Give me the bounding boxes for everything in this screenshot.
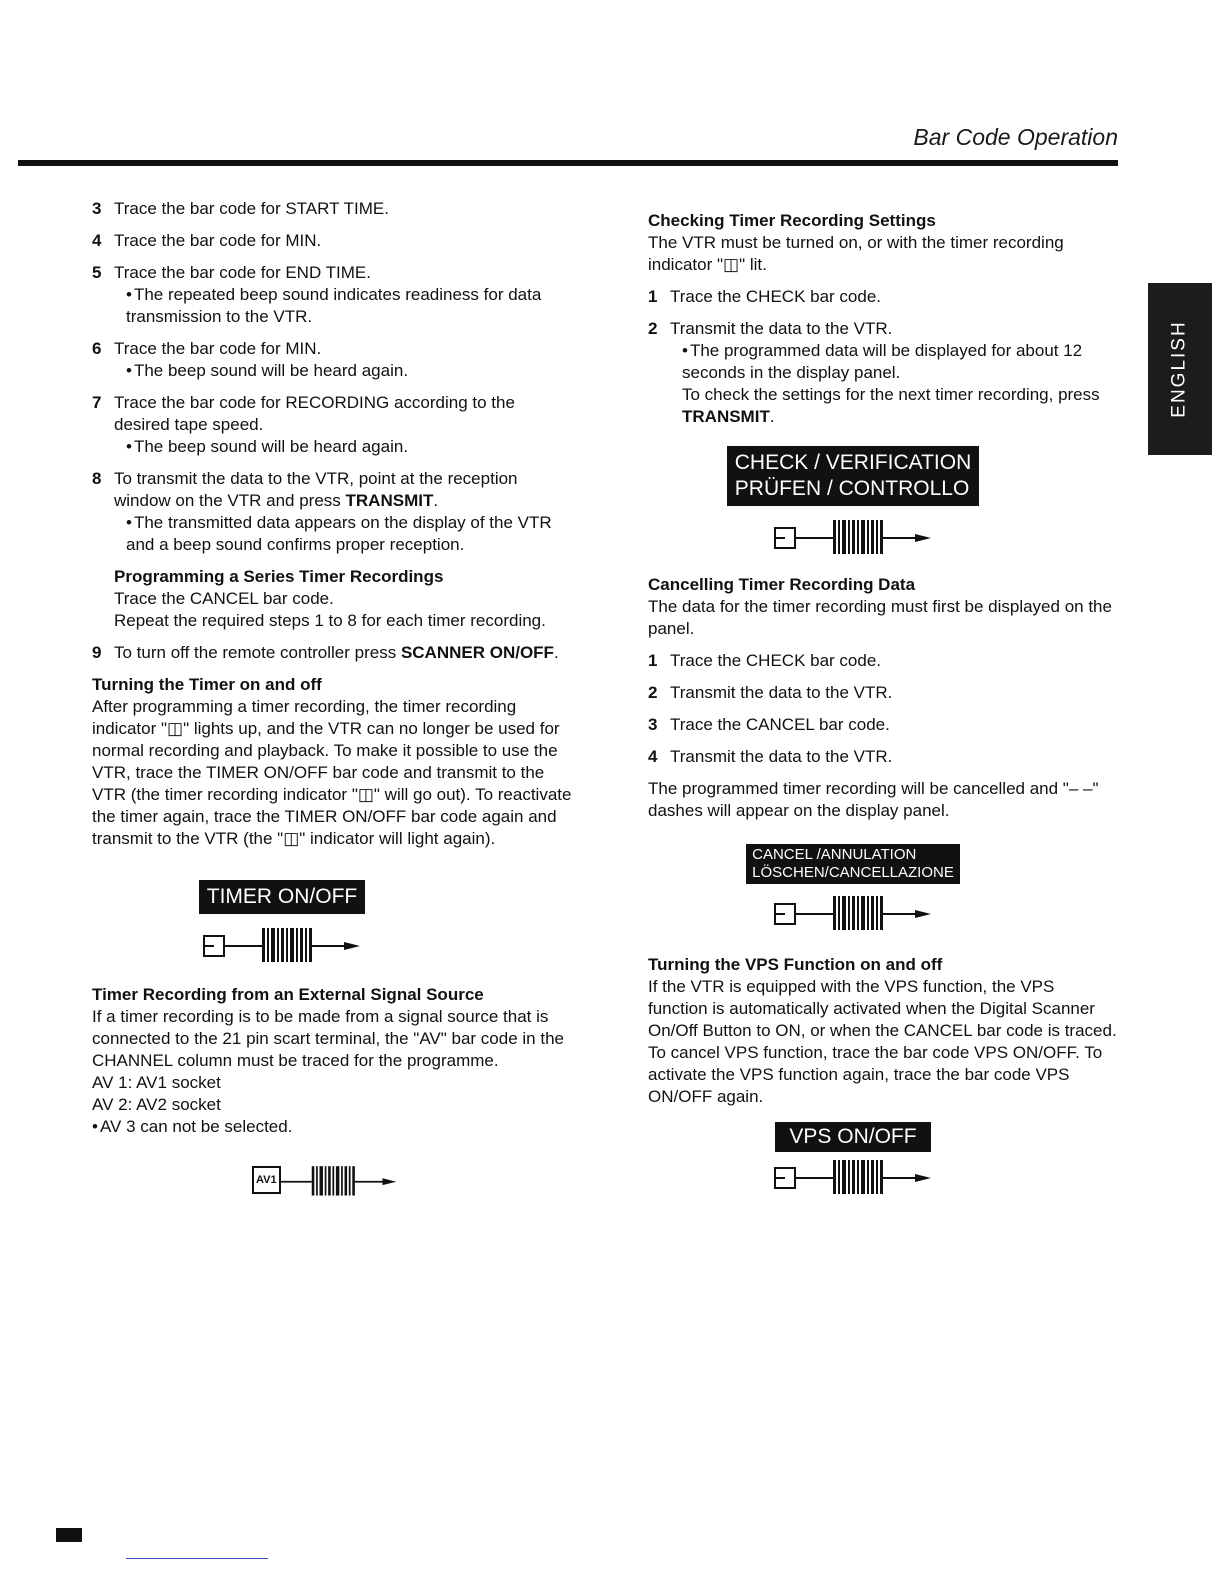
step-bullet: • The programmed data will be displayed for about 12 seconds in the display panel. [670,340,1118,384]
step-text: Transmit the data to the VTR. [670,683,893,702]
step-9 [92,642,572,664]
step-7 [92,392,572,458]
step-text: Transmit the data to the VTR. [670,747,893,766]
step-text: Trace the bar code for RECORDING according to the desired tape speed. [114,393,515,434]
series-heading: Programming a Series Timer Recordings [114,567,444,586]
step-text: Trace the bar code for START TIME. [114,199,389,218]
vps-heading: Turning the VPS Function on and off [648,955,943,974]
av-barcode-icon[interactable] [281,1160,421,1200]
step-3 [92,198,572,220]
language-tab-label: ENGLISH [1169,320,1191,418]
step-text-c: . [433,491,439,510]
vps-text: If the VTR is equipped with the VPS function, the VPS function is automatically activated when the Digital Scanner On/Off Button to ON, or when the CANCEL bar code is traced. To cancel VPS function, trace the bar code VPS ON/OFF. To activate the VPS function again, trace the bar code VPS ON/OFF again. [648,977,1117,1106]
note-c: . [769,407,775,426]
av1-icon: AV1 [252,1166,281,1194]
step-number: 1 [648,651,658,670]
step-number: 2 [648,683,658,702]
step-8 [92,468,572,556]
scanner-keyword: SCANNER ON/OFF [400,643,554,662]
step-number: 3 [648,715,658,734]
check-label [727,446,979,506]
cancel-label-line1: CANCEL /ANNULATION [752,846,917,863]
language-tab [1148,283,1212,455]
step-number: 3 [92,199,102,218]
step-5 [92,262,572,328]
footer-line [126,1558,268,1559]
series-line-2: Repeat the required steps 1 to 8 for each timer recording. [114,611,546,630]
external-text: If a timer recording is to be made from a signal source that is connected to the 21 pin scart terminal, the "AV" bar code in the CHANNEL column must be traced for the programme. [92,1007,564,1070]
step-text: Trace the bar code for MIN. [114,231,322,250]
timer-text: After programming a timer recording, the timer recording indicator "◫" lights up, and the VTR can no longer be used for normal recording and playback. To make it possible to use the VTR, trace the TIMER ON/OFF bar code and transmit to the VTR (the timer recording indicator "◫" will go out). To reactivate the timer again, trace the TIMER ON/OFF bar code again and transmit to the VTR (the "◫" indicator will light again). [92,697,572,848]
checking-text: The VTR must be turned on, or with the timer recording indicator "◫" lit. [648,233,1064,274]
step-bullet: • The beep sound will be heard again. [114,360,572,382]
step-number: 2 [648,319,658,338]
external-heading: Timer Recording from an External Signal Source [92,985,484,1004]
checking-heading: Checking Timer Recording Settings [648,211,936,230]
timer-heading: Turning the Timer on and off [92,675,322,694]
step-text: Transmit the data to the VTR. [670,319,893,338]
check-label-line2: PRÜFEN / CONTROLLO [734,477,970,500]
step-number: 7 [92,393,102,412]
av-barcode-block [92,1160,572,1200]
step-bullet: • The beep sound will be heard again. [114,436,572,458]
step-bullet: • The repeated beep sound indicates readiness for data transmission to the VTR. [114,284,572,328]
step-number: 5 [92,263,102,282]
check-label-line1: CHECK / VERIFICATION [734,451,972,474]
av1-line: AV 1: AV1 socket [92,1073,221,1092]
step-number: 8 [92,469,102,488]
note-a: To check the settings for the next timer recording, press [682,385,1100,404]
cancel-step-4 [648,746,1118,768]
transmit-keyword: TRANSMIT [345,491,434,510]
series-section [114,566,572,632]
step-text: Trace the bar code for END TIME. [114,263,371,282]
timer-barcode-block [92,880,572,964]
check-step-2 [648,318,1118,428]
cancel-step-2 [648,682,1118,704]
step-number: 1 [648,287,658,306]
step-number: 4 [92,231,102,250]
step-text [114,468,572,512]
step-bullet: • The transmitted data appears on the display of the VTR and a beep sound confirms proper reception. [114,512,572,556]
right-column [648,206,1118,1196]
transmit-keyword: TRANSMIT [682,407,770,426]
step-number: 6 [92,339,102,358]
cancelling-text: The data for the timer recording must first be displayed on the panel. [648,597,1112,638]
step-text: Trace the CHECK bar code. [670,287,882,306]
step-number: 4 [648,747,658,766]
step-text: Trace the bar code for MIN. [114,339,322,358]
check-step-1 [648,286,1118,308]
av2-line: AV 2: AV2 socket [92,1095,221,1114]
check-barcode-icon[interactable] [773,516,933,556]
cancel-label [746,844,960,884]
cancel-label-line2: LÖSCHEN/CANCELLAZIONE [752,864,954,881]
step-text: Trace the CHECK bar code. [670,651,882,670]
step-6 [92,338,572,382]
step-text-a: To transmit the data to the VTR, point at the reception window on the VTR and press [114,469,518,510]
left-column [92,198,572,1200]
header-divider [18,160,1118,166]
vps-label: VPS ON/OFF [775,1122,930,1152]
cancel-step-3 [648,714,1118,736]
page-title: Bar Code Operation [913,124,1118,150]
step-number: 9 [92,643,102,662]
vps-barcode-icon[interactable] [773,1156,933,1196]
step-text-c: . [553,643,559,662]
cancel-barcode-icon[interactable] [773,892,933,932]
page-corner-mark [56,1528,82,1542]
step-text-a: To turn off the remote controller press [114,643,401,662]
cancelling-heading: Cancelling Timer Recording Data [648,575,916,594]
series-line-1: Trace the CANCEL bar code. [114,589,334,608]
cancelling-after: The programmed timer recording will be cancelled and "– –" dashes will appear on the display panel. [648,779,1099,820]
step-text: Trace the CANCEL bar code. [670,715,890,734]
timer-barcode-icon[interactable] [202,924,362,964]
timer-onoff-label: TIMER ON/OFF [199,880,366,914]
check-barcode-block [648,446,1118,556]
cancel-barcode-block [648,844,1118,932]
av3-note: • AV 3 can not be selected. [92,1116,572,1138]
vps-barcode-block [648,1122,1118,1196]
step-4 [92,230,572,252]
cancel-step-1 [648,650,1118,672]
